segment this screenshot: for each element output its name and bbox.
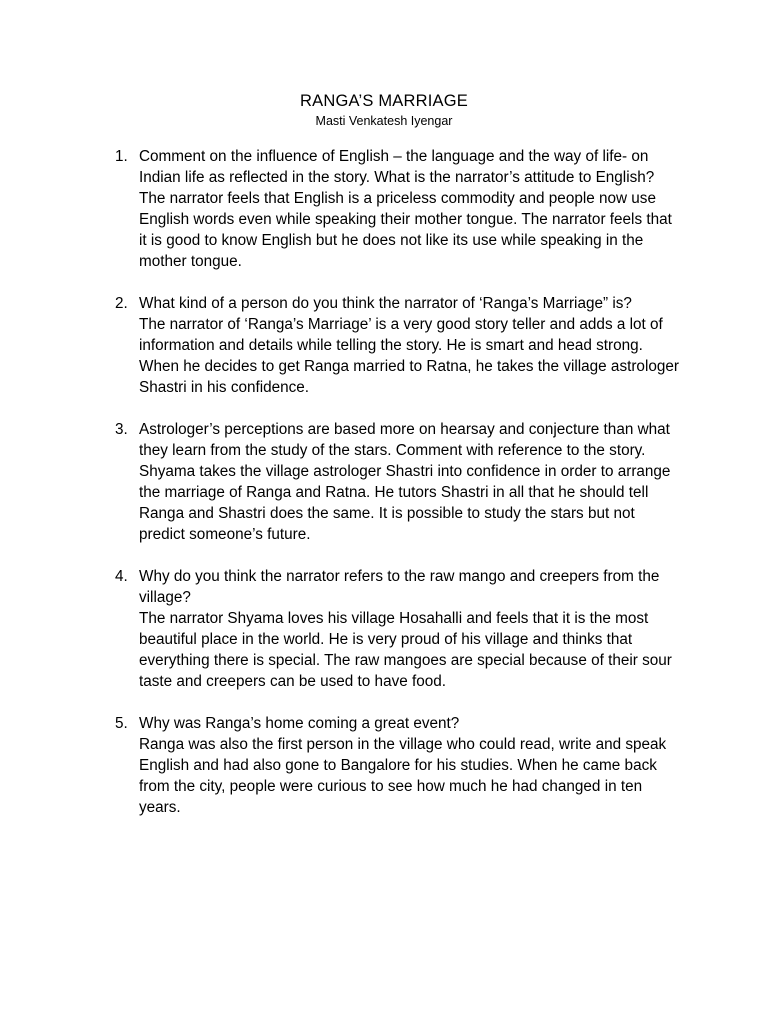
list-item	[0, 566, 768, 692]
question-answer-list	[0, 146, 768, 839]
item-number: 2.	[115, 295, 128, 312]
list-item	[0, 419, 768, 545]
answer-text: The narrator feels that English is a priceless commodity and people now use English words even while speaking their mother tongue. The narrator feels that it is good to know English but he does not like its use while speaking in the mother tongue.	[139, 190, 672, 270]
list-item	[0, 713, 768, 818]
answer-text: The narrator Shyama loves his village Hosahalli and feels that it is the most beautiful place in the world. He is very proud of his village and thinks that everything there is special. The raw mangoes are special because of their sour taste and creepers can be used to have food.	[139, 610, 672, 690]
answer-text: Shyama takes the village astrologer Shastri into confidence in order to arrange the marriage of Ranga and Ratna. He tutors Shastri in all that he should tell Ranga and Shastri does the same. It is possible to study the stars but not predict someone’s future.	[139, 463, 671, 543]
item-number: 3.	[115, 421, 128, 438]
question-text: Why was Ranga’s home coming a great event?	[139, 715, 460, 732]
question-text: Astrologer’s perceptions are based more on hearsay and conjecture than what they learn from the study of the stars. Comment with reference to the story.	[139, 421, 670, 459]
document-title: RANGA’S MARRIAGE	[300, 92, 468, 110]
list-item	[0, 293, 768, 398]
item-number: 1.	[115, 148, 128, 165]
question-text: What kind of a person do you think the narrator of ‘Ranga’s Marriage” is?	[139, 295, 632, 312]
answer-text: The narrator of ‘Ranga’s Marriage’ is a very good story teller and adds a lot of information and details while telling the story. He is smart and head strong. When he decides to get Ranga married to Ratna, he takes the village astrologer Shastri in his confidence.	[139, 316, 679, 396]
document-author: Masti Venkatesh Iyengar	[315, 114, 453, 128]
answer-text: Ranga was also the first person in the village who could read, write and speak English and had also gone to Bangalore for his studies. When he came back from the city, people were curious to see how much he had changed in ten years.	[139, 736, 667, 816]
question-text: Why do you think the narrator refers to the raw mango and creepers from the village?	[139, 568, 660, 606]
item-number: 4.	[115, 568, 128, 585]
list-item	[0, 146, 768, 272]
item-number: 5.	[115, 715, 128, 732]
question-text: Comment on the influence of English – the language and the way of life- on Indian life as reflected in the story. What is the narrator’s attitude to English?	[139, 148, 655, 186]
